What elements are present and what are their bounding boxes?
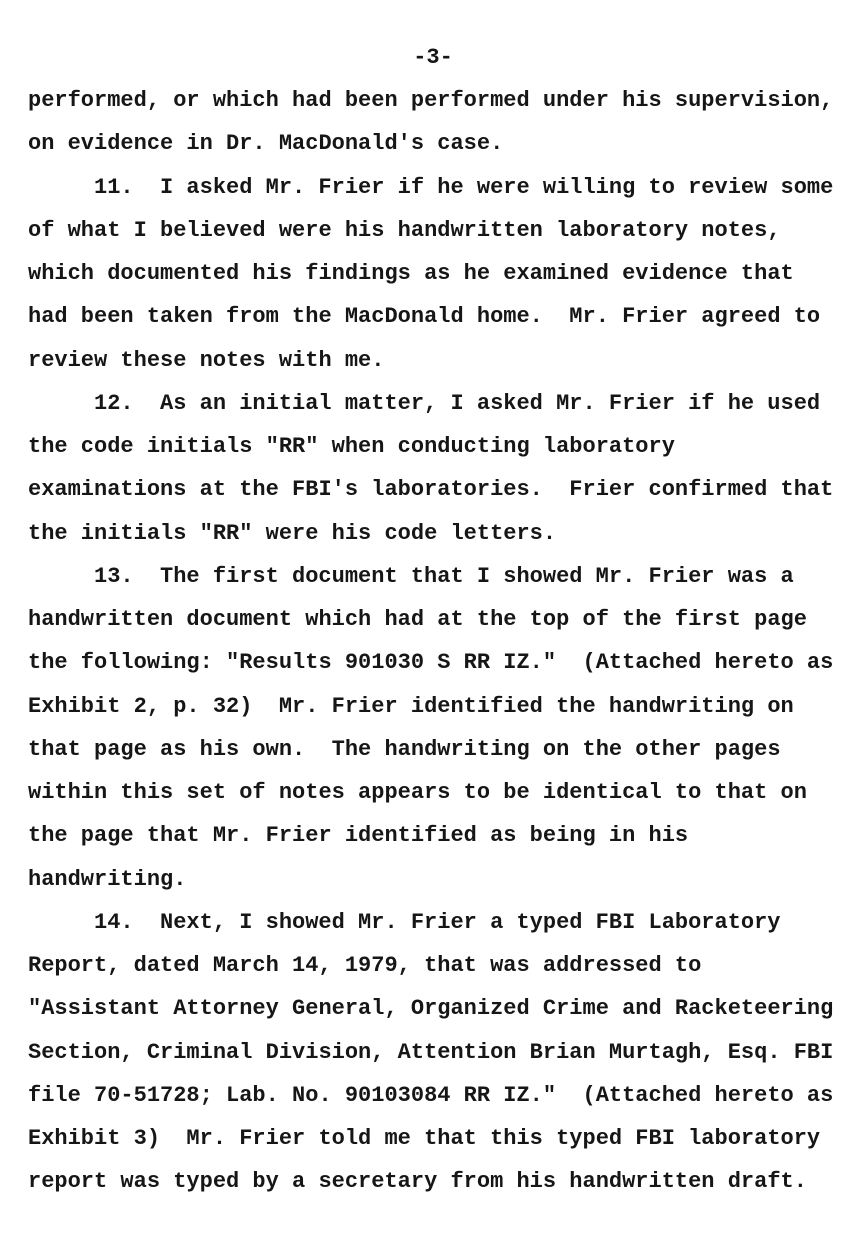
text-line: had been taken from the MacDonald home. Mr. Frier agreed to <box>28 304 821 330</box>
text-line: Section, Criminal Division, Attention Brian Murtagh, Esq. FBI <box>28 1039 834 1065</box>
text-line: Exhibit 3) Mr. Frier told me that this typed FBI laboratory <box>28 1126 821 1151</box>
text-line: Exhibit 2, p. 32) Mr. Frier identified the handwriting on <box>28 693 794 719</box>
text-line: examinations at the FBI's laboratories. Frier confirmed that <box>28 477 834 503</box>
paragraph-first-line: 14. Next, I showed Mr. Frier a typed FBI Laboratory <box>94 909 781 935</box>
paragraph-first-line: 13. The first document that I showed Mr. Frier was a <box>94 563 794 589</box>
text-line: file 70-51728; Lab. No. 90103084 RR IZ." (Attached hereto as <box>28 1082 834 1108</box>
text-line: within this set of notes appears to be identical to that on <box>28 780 807 805</box>
text-line: "Assistant Attorney General, Organized Crime and Racketeering <box>28 996 834 1022</box>
text-line: of what I believed were his handwritten laboratory notes, <box>28 217 781 243</box>
page-number: -3- <box>413 45 453 70</box>
text-line: performed, or which had been performed under his supervision, <box>28 88 834 113</box>
text-line: handwritten document which had at the top of the first page <box>28 607 807 632</box>
paragraph-first-line: 12. As an initial matter, I asked Mr. Frier if he used <box>94 390 821 416</box>
text-line: the following: "Results 901030 S RR IZ." (Attached hereto as <box>28 650 834 676</box>
text-line: handwriting. <box>28 866 187 892</box>
text-line: the code initials "RR" when conducting laboratory <box>28 434 675 459</box>
text-line: Report, dated March 14, 1979, that was addressed to <box>28 953 702 978</box>
text-line: the page that Mr. Frier identified as being in his <box>28 823 689 849</box>
document-body <box>28 79 833 1204</box>
text-line: report was typed by a secretary from his handwritten draft. <box>28 1169 807 1195</box>
paragraph-first-line: 11. I asked Mr. Frier if he were willing to review some <box>94 174 834 200</box>
text-line: the initials "RR" were his code letters. <box>28 520 557 546</box>
text-line: that page as his own. The handwriting on the other pages <box>28 736 781 762</box>
text-line: which documented his findings as he examined evidence that <box>28 261 794 286</box>
text-line: on evidence in Dr. MacDonald's case. <box>28 131 504 157</box>
text-line: review these notes with me. <box>28 347 385 373</box>
